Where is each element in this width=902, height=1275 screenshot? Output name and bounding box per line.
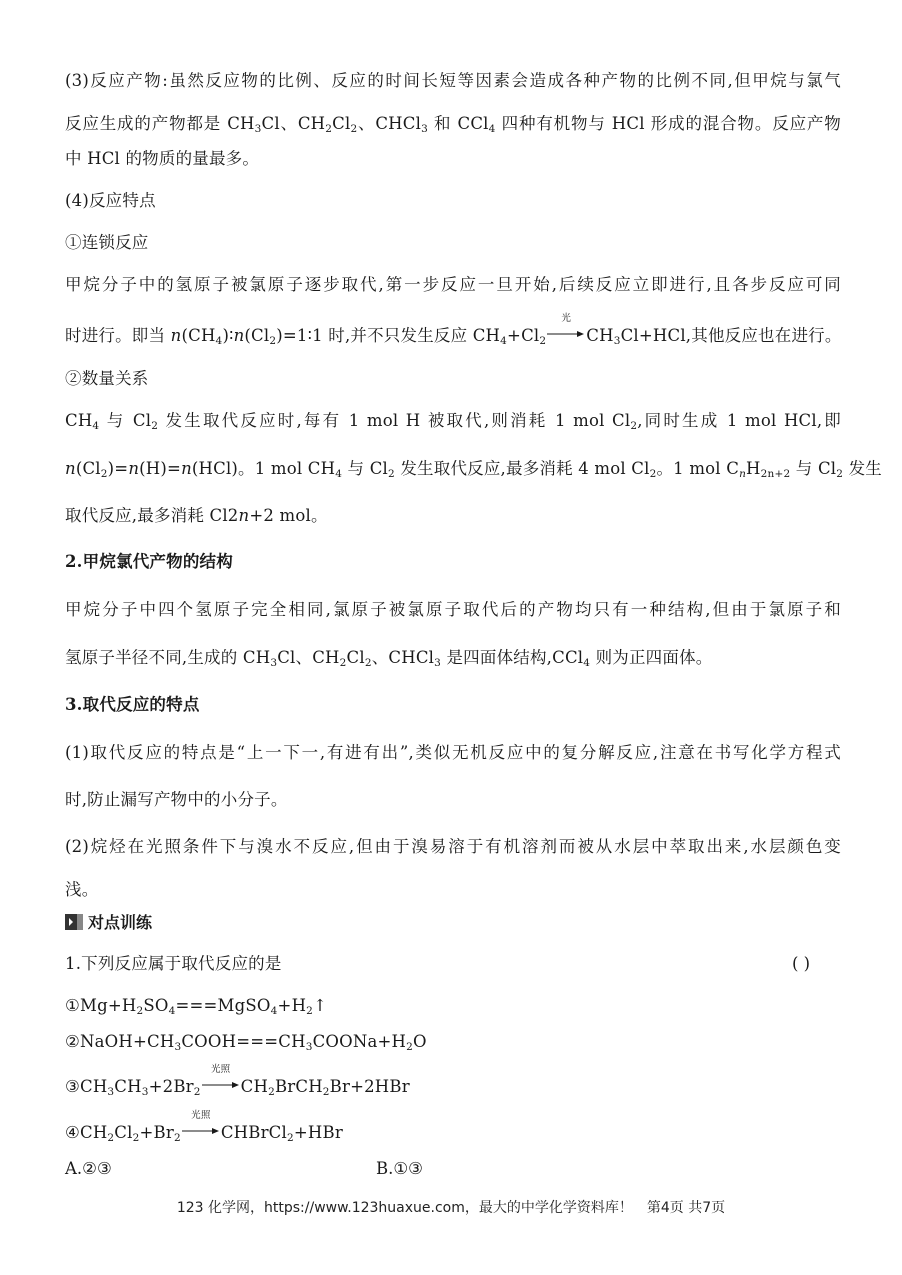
section2-line2: 氢原子半径不同,生成的 $CH_3Cl$、$CH_2Cl_2$、CHCl$_3$ 是四面体结构,CCl$_4$ 则为正四面体。 [65,648,713,669]
section3-p2-line1: (2)烷烃在光照条件下与溴水不反应,但由于溴易溶于有机溶剂而被从水层中萃取出来,水层颜色变 [65,837,841,856]
p4-sub2: ②数量关系 [65,369,149,388]
section2-title: 2.甲烷氯代产物的结构 [65,552,233,571]
answer-blank: ( ) [792,954,811,973]
choice-a: A.②③ [65,1159,112,1178]
p3-line2: 反应生成的产物都是 $CH_3Cl$、$CH_2Cl_2$、CHCl$_3$ 和 CCl$_4$ 四种有机物与 HCl 形成的混合物。反应产物 [65,114,841,135]
p4-q-line3: 取代反应,最多消耗 Cl2n+2 mol。 [65,506,328,525]
heading-marker-icon [65,914,83,930]
practice-heading: 对点训练 [65,913,152,933]
p4-line1: 甲烷分子中的氢原子被氯原子逐步取代,第一步反应一旦开始,后续反应立即进行,且各步反应可同 [65,275,841,294]
option-3: $③CH_3CH_3+2Br_2$ 光照 $CH_2BrCH_2Br+2HBr$ [65,1064,410,1098]
section3-p1-line2: 时,防止漏写产物中的小分子。 [65,790,288,809]
section2-line1: 甲烷分子中四个氢原子完全相同,氯原子被氯原子取代后的产物均只有一种结构,但由于氯原子和 [65,600,841,619]
choice-b: B.①③ [376,1159,423,1178]
p3-line1: (3)反应产物:虽然反应物的比例、反应的时间长短等因素会造成各种产物的比例不同,但甲烷与氯气 [65,71,841,90]
section3-p1-line1: (1)取代反应的特点是“上一下一,有进有出”,类似无机反应中的复分解反应,注意在书写化学方程式 [65,743,841,762]
option-2: $②NaOH+CH_3COOH===CH_3COONa+H_2O$ [65,1032,427,1053]
question-1: 1.下列反应属于取代反应的是 [65,954,282,973]
p4-q-line1: $CH_4$ 与 $Cl_2$ 发生取代反应时,每有 1 mol H 被取代,则消耗 1 mol $Cl_2$,同时生成 1 mol HCl,即 [65,411,841,432]
reaction-arrow: 光照 [202,1078,240,1090]
reaction-arrow: 光照 [182,1124,220,1136]
reaction-arrow: 光 [547,327,585,339]
page-footer: 123 化学网，https://www.123huaxue.com，最大的中学化学资料库！ 第4页 共7页 [176,1200,726,1216]
p4-line2: 时进行。即当 $n(CH_4)∶n(Cl_2)=1∶1$ 时,并不只发生反应 $CH_4+Cl_2$ 光 $CH_3Cl+HCl$,其他反应也在进行。 [65,313,842,347]
p4-title: (4)反应特点 [65,191,156,210]
option-4: $④CH_2Cl_2+Br_2$ 光照 CHBrCl$_2$+HBr [65,1110,343,1144]
section3-title: 3.取代反应的特点 [65,695,200,714]
p4-q-line2: $n(Cl_2)=n(H)=n(HCl)$。1 mol $CH_4$ 与 $Cl_2$ 发生取代反应,最多消耗 4 mol $Cl_2$。1 mol $C_nH_{2n+2}$ 与 $Cl_2$ 发生 [65,459,883,480]
section3-p2-line2: 浅。 [65,880,99,899]
p3-line3: 中 HCl 的物质的量最多。 [65,149,260,168]
option-1: $①Mg+H_2SO_4===MgSO_4+H_2↑$ [65,996,328,1017]
p4-sub1: ①连锁反应 [65,233,149,252]
